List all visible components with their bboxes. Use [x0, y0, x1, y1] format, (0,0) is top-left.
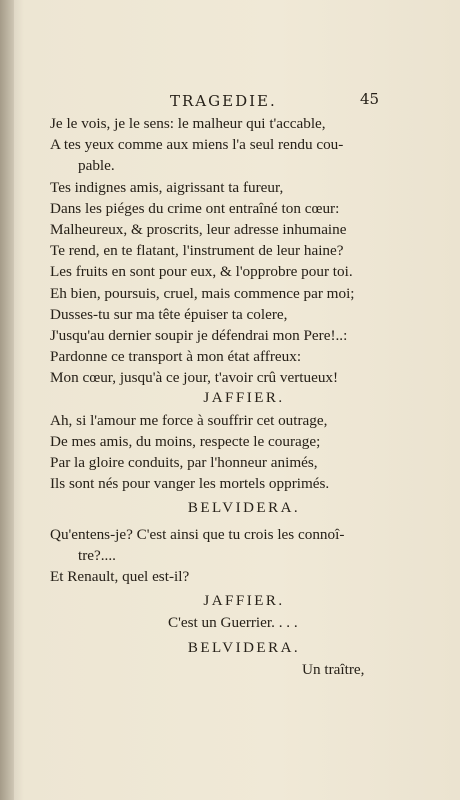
verse-line: Les fruits en sont pour eux, & l'opprobre pour toi.	[50, 263, 353, 281]
verse-line: Un traître,	[302, 660, 365, 678]
verse-line: pable.	[78, 157, 115, 175]
verse-line: Pardonne ce transport à mon état affreux:	[50, 348, 302, 366]
running-head: TRAGEDIE.	[170, 92, 277, 110]
speaker-name: BELVIDERA.	[187, 639, 301, 656]
verse-line: Je le vois, je le sens: le malheur qui t'accable,	[50, 115, 326, 132]
verse-line: Eh bien, poursuis, cruel, mais commence par moi;	[50, 284, 355, 302]
verse-line: A tes yeux comme aux miens l'a seul rendu cou-	[50, 136, 344, 154]
speaker-name: JAFFIER.	[203, 390, 285, 407]
verse-line: Tes indignes amis, aigrissant ta fureur,	[50, 178, 284, 196]
verse-line: Ils sont nés pour vanger les mortels opprimés.	[50, 475, 330, 493]
verse-line: tre?....	[78, 546, 116, 564]
speaker-name: JAFFIER.	[203, 593, 285, 610]
book-gutter	[0, 0, 14, 800]
page-number: 45	[360, 90, 380, 108]
verse-line: Dans les piéges du crime ont entraîné ton cœur:	[50, 199, 340, 217]
verse-line: Et Renault, quel est-il?	[50, 567, 190, 585]
verse-line: C'est un Guerrier. . . .	[168, 614, 298, 632]
verse-line: J'usqu'au dernier soupir je défendrai mon Pere!..:	[50, 326, 348, 344]
verse-text	[50, 113, 438, 680]
verse-line: Malheureux, & proscrits, leur adresse inhumaine	[50, 220, 347, 238]
verse-line: Mon cœur, jusqu'à ce jour, t'avoir crû vertueux!	[50, 369, 339, 387]
verse-line: De mes amis, du moins, respecte le courage;	[50, 432, 321, 450]
verse-line: Ah, si l'amour me force à souffrir cet outrage,	[50, 411, 328, 429]
speaker-name: BELVIDERA.	[187, 500, 301, 517]
book-page	[20, 0, 460, 800]
verse-line: Dusses-tu sur ma tête épuiser ta colere,	[50, 305, 288, 323]
verse-line: Te rend, en te flatant, l'instrument de leur haine?	[50, 242, 344, 260]
verse-line: Par la gloire conduits, par l'honneur animés,	[50, 454, 318, 471]
verse-line: Qu'entens-je? C'est ainsi que tu crois les connoî-	[50, 525, 345, 543]
